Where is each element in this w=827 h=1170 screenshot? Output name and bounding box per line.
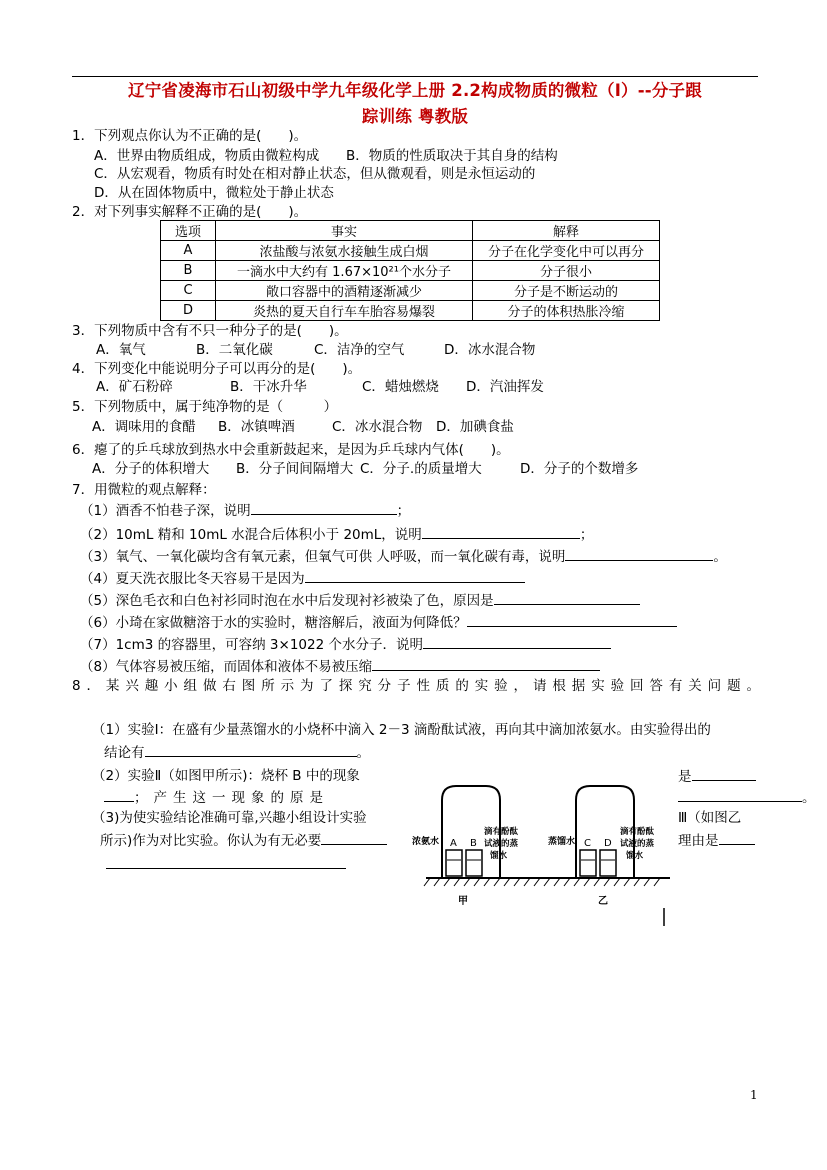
q8-part3-line2: [100, 830, 387, 851]
answer-blank[interactable]: [692, 766, 756, 781]
q6-option-d: D．分子的个数增多: [520, 461, 639, 477]
q4-option-b: B．干冰升华: [230, 379, 307, 395]
table-header: 事实: [216, 221, 473, 241]
q7-item-8: [80, 656, 600, 677]
q8-part2-reason: ；产生这一现象的原是: [134, 790, 329, 806]
q7-item-text: （6）小琦在家做糖溶于水的实验时，糖溶解后，液面为何降低？: [80, 615, 467, 631]
table-cell: 一滴水中大约有 1.67×10²¹个水分子: [216, 261, 473, 281]
table-row: [161, 281, 660, 301]
side-label-right: 蒸馏水: [548, 837, 576, 847]
beaker-d: [600, 850, 616, 876]
ground-hatching: [424, 878, 660, 886]
doc-title-line-1: 辽宁省凌海市石山初级中学九年级化学上册 2.2构成物质的微粒（Ⅰ）--分子跟: [128, 81, 702, 100]
table-cell: D: [161, 301, 216, 321]
figure-caption-left: 甲: [458, 896, 468, 907]
liquid-note-right-1: 滴有酚酞: [620, 827, 655, 837]
table-cell: 分子是不断运动的: [473, 281, 660, 301]
experiment-figure: [408, 776, 670, 926]
q1-option-a: A．世界由物质组成，物质由微粒构成: [94, 148, 320, 164]
q8-part2-right: [678, 766, 756, 787]
q4-option-d: D．汽油挥发: [466, 379, 544, 395]
page-number: 1: [750, 1088, 758, 1102]
q7-item-end: ；: [579, 527, 594, 543]
figure-caption-right: 乙: [598, 896, 608, 907]
q7-item-text: （2）10mL 精和 10mL 水混合后体积小于 20mL，说明: [80, 527, 422, 543]
doc-title-line-2: 踪训练 粤教版: [361, 107, 469, 126]
table-cell: A: [161, 241, 216, 261]
q4-stem: 4．下列变化中能说明分子可以再分的是( )。: [72, 361, 362, 377]
beaker-c: [580, 850, 596, 876]
liquid-note-right-3: 馏水: [626, 851, 644, 861]
q8-part3-line3: [106, 854, 346, 875]
q2-table: [160, 220, 660, 321]
q3-stem: 3．下列物质中含有不只一种分子的是( )。: [72, 323, 348, 339]
doc-title: [72, 78, 758, 130]
liquid-note-left-2: 试液的蒸: [484, 839, 519, 849]
q7-item-2: [80, 524, 593, 545]
q8-part2-line1: （2）实验Ⅱ（如图甲所示)：烧杯 B 中的现象: [92, 768, 360, 784]
beaker-label-b: B: [470, 838, 477, 849]
answer-blank[interactable]: [104, 787, 134, 802]
beaker-label-c: C: [584, 838, 591, 849]
q3-option-d: D．冰水混合物: [444, 342, 536, 358]
q7-item-5: [80, 590, 640, 611]
q8-part1-label: 结论有: [104, 745, 145, 761]
answer-blank[interactable]: [422, 524, 580, 539]
beaker-a: [446, 850, 462, 876]
q7-item-text: （4）夏天洗衣服比冬天容易干是因为: [80, 571, 305, 587]
table-cell: 分子在化学变化中可以再分: [473, 241, 660, 261]
q8-part3-label: 所示)作为对比实验。你认为有无必要: [100, 833, 322, 849]
q7-item-text: （7）1cm3 的容器里，可容纳 3×1022 个水分子．说明: [80, 637, 423, 653]
q3-option-a: A．氧气: [96, 342, 146, 358]
table-cell: 分子很小: [473, 261, 660, 281]
q5-stem: 5．下列物质中，属于纯净物的是（ ）: [72, 399, 338, 415]
q5-option-b: B．冰镇啤酒: [218, 419, 295, 435]
q3-option-c: C．洁净的空气: [314, 342, 405, 358]
answer-blank[interactable]: [106, 854, 346, 869]
q1-stem: 1．下列观点你认为不正确的是( )。: [72, 128, 308, 144]
q7-stem: 7．用微粒的观点解释：: [72, 482, 216, 498]
q1-option-d: D．从在固体物质中，微粒处于静止状态: [94, 185, 334, 201]
answer-blank[interactable]: [719, 830, 755, 845]
q7-item-text: （3）氧气、一氧化碳均含有氧元素，但氧气可供 人呼吸，而一氧化碳有毒，说明: [80, 549, 566, 565]
table-cell: 炎热的夏天自行车车胎容易爆裂: [216, 301, 473, 321]
q8-part2-end: 。: [802, 790, 816, 806]
q7-item-6: [80, 612, 677, 633]
table-header: 选项: [161, 221, 216, 241]
liquid-note-right-2: 试液的蒸: [620, 839, 655, 849]
table-cell: 敞口容器中的酒精逐渐减少: [216, 281, 473, 301]
table-row: [161, 301, 660, 321]
liquid-note-left-3: 馏水: [490, 851, 508, 861]
answer-blank[interactable]: [494, 590, 640, 605]
q7-item-end: ；: [396, 503, 411, 519]
table-header-row: [161, 221, 660, 241]
q6-option-c: C．分子.的质量增大: [360, 461, 482, 477]
answer-blank[interactable]: [678, 787, 802, 802]
q1-option-c: C．从宏观看，物质有时处在相对静止状态，但从微观看，则是永恒运动的: [94, 166, 536, 182]
q8-part3-line1: （3)为使实验结论准确可靠,兴趣小组设计实验: [92, 810, 367, 826]
q4-option-a: A．矿石粉碎: [96, 379, 173, 395]
beaker-b: [466, 850, 482, 876]
q1-option-b: B．物质的性质取决于其自身的结构: [346, 148, 558, 164]
q6-stem: 6．瘪了的乒乓球放到热水中会重新鼓起来，是因为乒乓球内气体( )。: [72, 442, 510, 458]
q7-item-7: [80, 634, 611, 655]
header-rule: [72, 76, 758, 77]
q7-item-4: [80, 568, 525, 589]
answer-blank[interactable]: [145, 742, 357, 757]
table-cell: 浓盐酸与浓氨水接触生成白烟: [216, 241, 473, 261]
answer-blank[interactable]: [423, 634, 611, 649]
q2-stem: 2．对下列事实解释不正确的是( )。: [72, 204, 308, 220]
table-row: [161, 261, 660, 281]
beaker-label-d: D: [604, 838, 612, 849]
answer-blank[interactable]: [565, 546, 713, 561]
q7-item-text: （8）气体容易被压缩，而固体和液体不易被压缩: [80, 659, 373, 675]
q5-option-a: A．调味用的食醋: [92, 419, 196, 435]
q8-part1-line2: [104, 742, 370, 763]
answer-blank[interactable]: [372, 656, 600, 671]
q3-option-b: B．二氧化碳: [196, 342, 273, 358]
q7-item-3: [80, 546, 727, 567]
q8-part2-label: 是: [678, 769, 692, 785]
q8-part3-reason-label: 理由是: [678, 833, 719, 849]
q8-part2-line2: [104, 787, 329, 808]
table-row: [161, 241, 660, 261]
q8-part3-right2: [678, 830, 755, 851]
table-cell: C: [161, 281, 216, 301]
q5-option-d: D．加碘食盐: [436, 419, 514, 435]
q8-part1-end: 。: [356, 745, 370, 761]
answer-blank[interactable]: [321, 830, 387, 845]
side-label-left: 浓氨水: [412, 837, 440, 847]
q8-part2-right2: [678, 787, 816, 808]
q6-option-b: B．分子间间隔增大: [236, 461, 354, 477]
answer-blank[interactable]: [251, 500, 397, 515]
table-cell: B: [161, 261, 216, 281]
q6-option-a: A．分子的体积增大: [92, 461, 210, 477]
q7-item-end: 。: [713, 549, 727, 565]
answer-blank[interactable]: [467, 612, 677, 627]
q4-option-c: C．蜡烛燃烧: [362, 379, 439, 395]
q8-stem: 8．某兴趣小组做右图所示为了探究分子性质的实验，请根据实验回答有关问题。: [72, 678, 760, 694]
table-cell: 分子的体积热胀冷缩: [473, 301, 660, 321]
q8-part1-line1: （1）实验Ⅰ：在盛有少量蒸馏水的小烧杯中滴入 2－3 滴酚酞试液，再向其中滴加浓氨水。由实验得出的: [92, 722, 711, 738]
answer-blank[interactable]: [305, 568, 525, 583]
q7-item-text: （5）深色毛衣和白色衬衫同时泡在水中后发现衬衫被染了色，原因是: [80, 593, 494, 609]
q8-part3-right: Ⅲ（如图乙: [678, 810, 742, 826]
beaker-label-a: A: [450, 838, 457, 849]
q7-item-text: （1）酒香不怕巷子深，说明: [80, 503, 251, 519]
liquid-note-left-1: 滴有酚酞: [484, 827, 519, 837]
q5-option-c: C．冰水混合物: [332, 419, 423, 435]
q7-item-1: [80, 500, 410, 521]
table-header: 解释: [473, 221, 660, 241]
